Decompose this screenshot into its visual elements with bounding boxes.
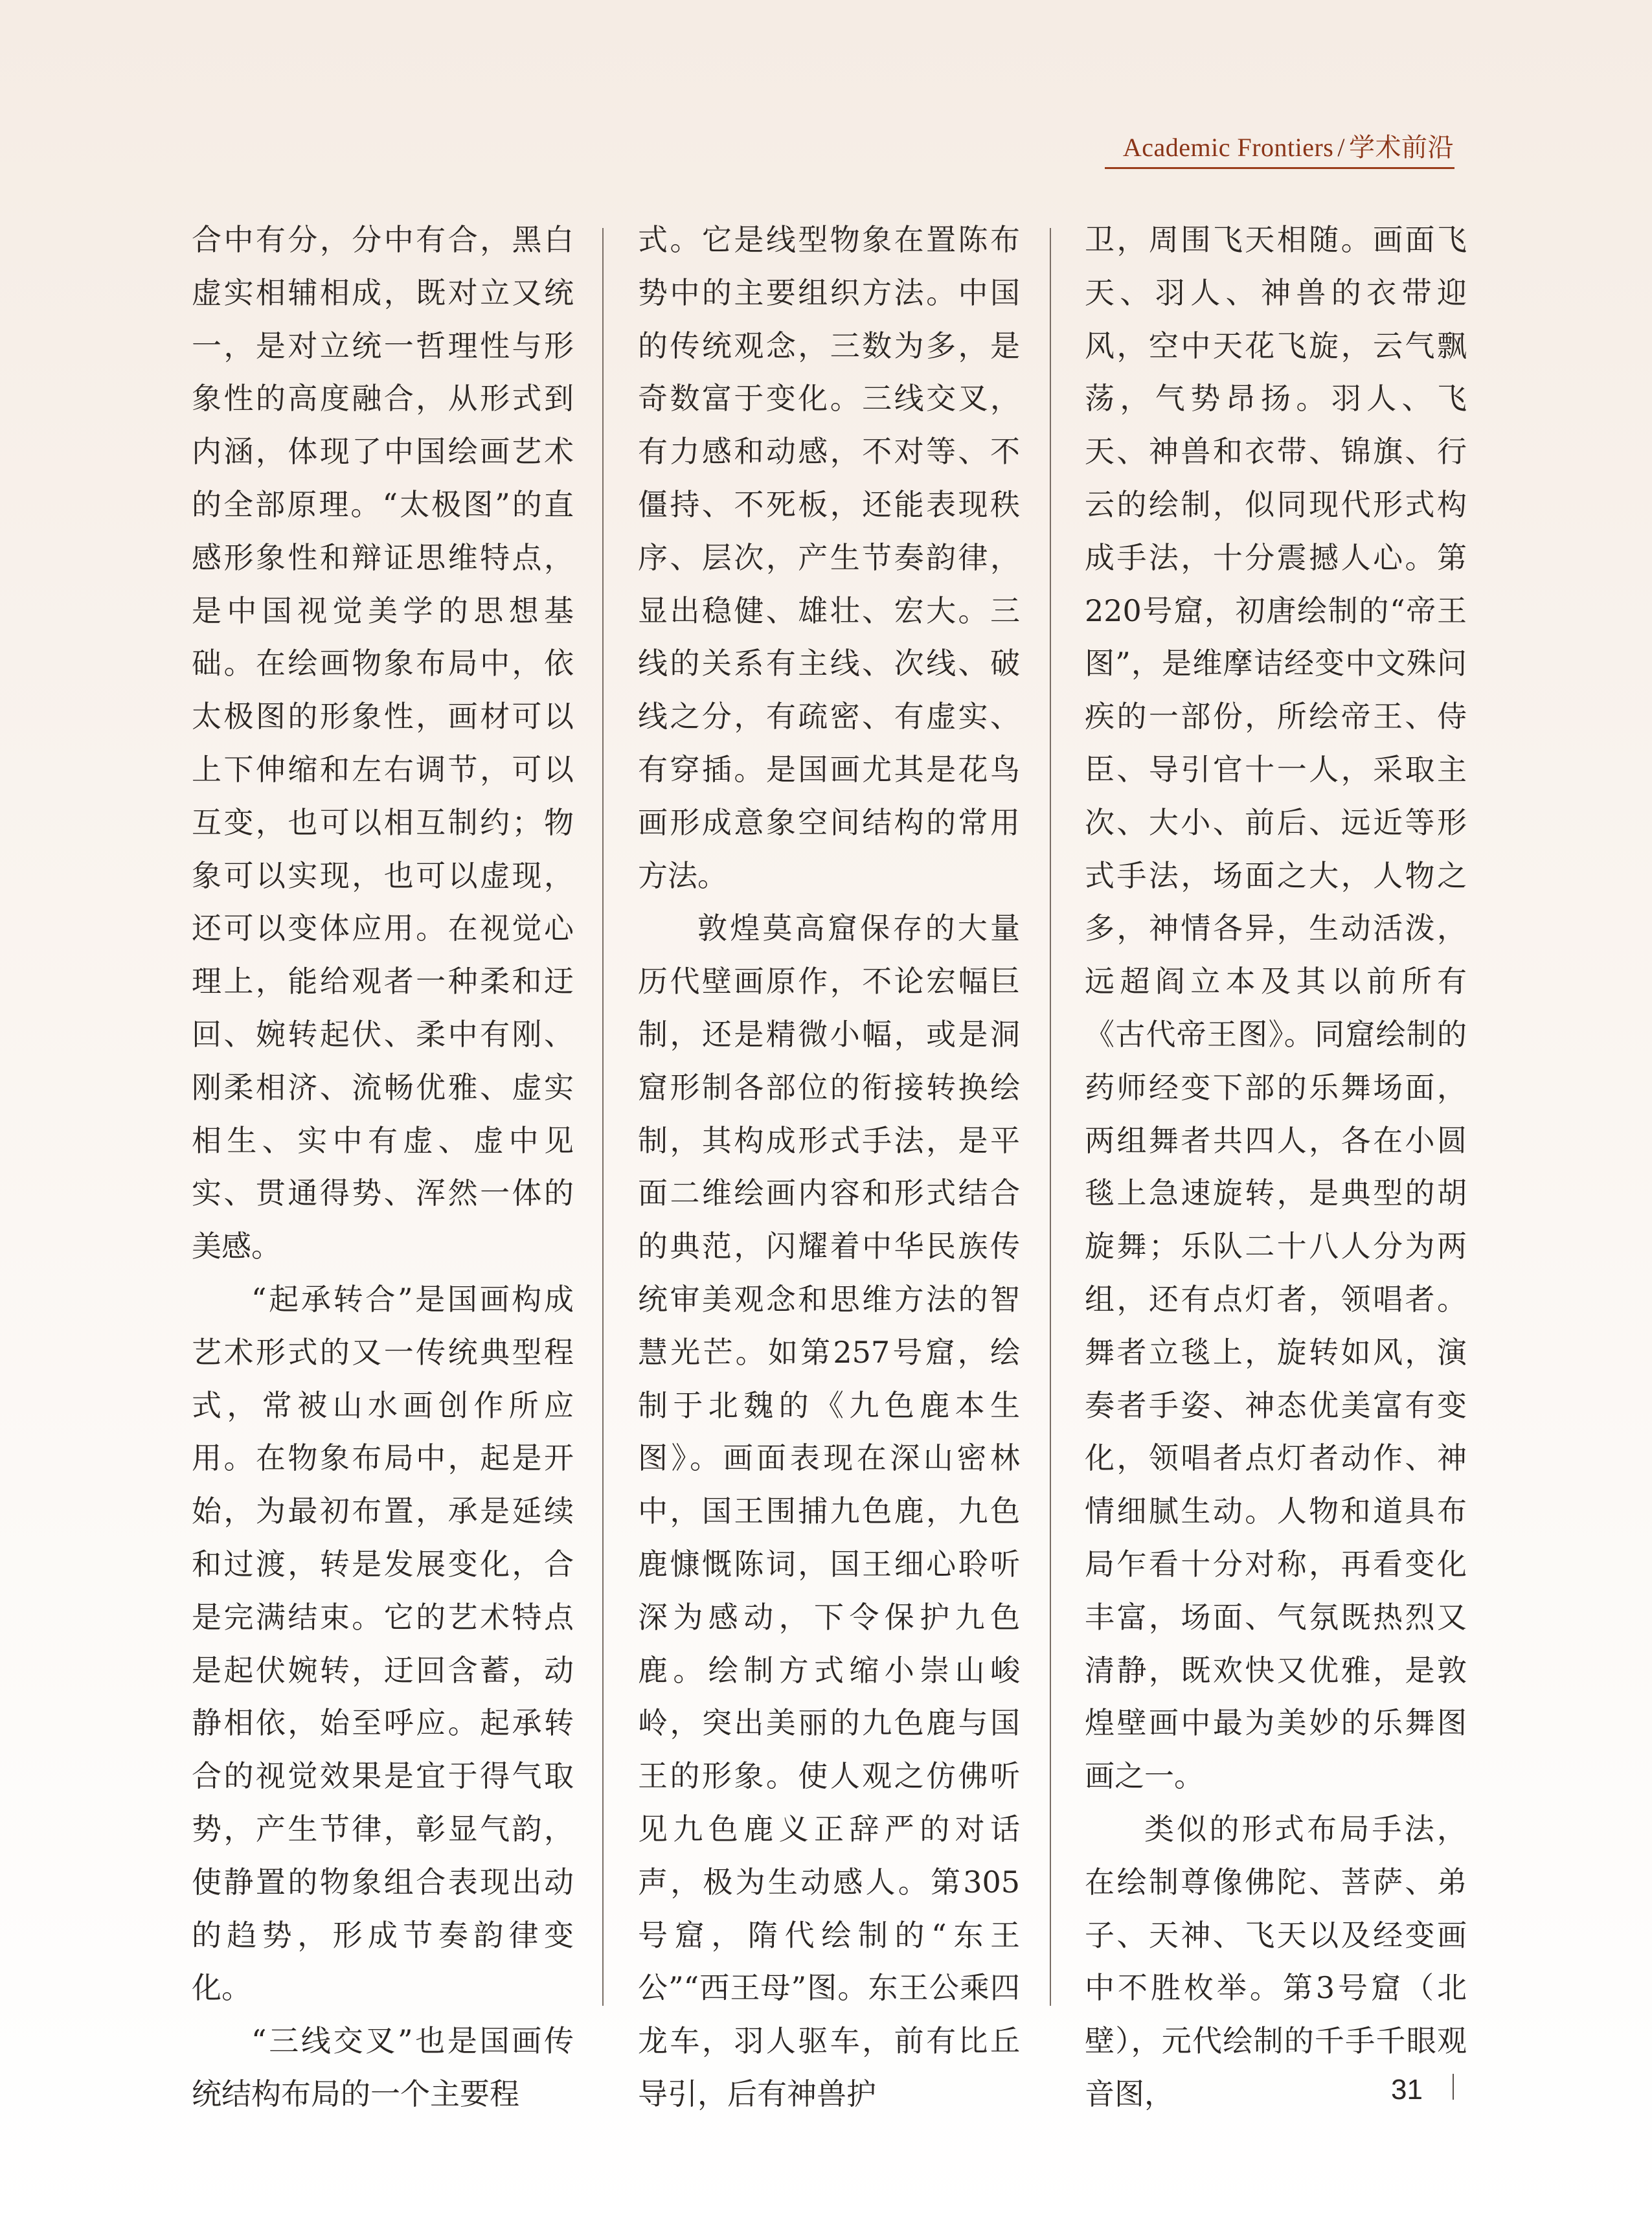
paragraph: “三线交叉”也是国画传统结构布局的一个主要程 [192, 2023, 574, 2111]
paragraph: 合中有分，分中有合，黑白虚实相辅相成，既对立又统一，是对立统一哲理性与形象性的高度融合，从形式到内涵，体现了中国绘画艺术的全部原理。“太极图”的直感形象性和辩证思维特点，是中国视觉美学的思想基础。在绘画物象布局中，依太极图的形象性，画材可以上下伸缩和左右调节，可以互变，也可以相互制约；物象可以实现，也可以虚现，还可以变体应用。在视觉心理上，能给观者一种柔和迂回、婉转起伏、柔中有刚、刚柔相济、流畅优雅、虚实相生、实中有虚、虚中见实、贯通得势、浑然一体的美感。 [192, 222, 574, 1264]
text-column-2 [638, 214, 1020, 2121]
section-title-en: Academic Frontiers [1122, 133, 1334, 162]
paragraph: 卫，周围飞天相随。画面飞天、羽人、神兽的衣带迎风，空中天花飞旋，云气飘荡，气势昂扬。羽人、飞天、神兽和衣带、锦旗、行云的绘制，似同现代形式构成手法，十分震撼人心。第220号窟，初唐绘制的“帝王图”，是维摩诘经变中文殊问疾的一部份，所绘帝王、侍臣、导引官十一人，采取主次、大小、前后、远近等形式手法，场面之大，人物之多，神情各异，生动活泼，远超阎立本及其以前所有《古代帝王图》。同窟绘制的药师经变下部的乐舞场面，两组舞者共四人，各在小圆毯上急速旋转，是典型的胡旋舞；乐队二十八人分为两组，还有点灯者，领唱者。舞者立毯上，旋转如风，演奏者手姿、神态优美富有变化，领唱者点灯者动作、神情细腻生动。人物和道具布局乍看十分对称，再看变化丰富，场面、气氛既热烈又清静，既欢快又优雅，是敦煌壁画中最为美妙的乐舞图画之一。 [1085, 222, 1467, 1794]
page-number: 31 [1391, 2074, 1423, 2106]
paragraph: “起承转合”是国画构成艺术形式的又一传统典型程式，常被山水画创作所应用。在物象布局中，起是开始，为最初布置，承是延续和过渡，转是发展变化，合是完满结束。它的艺术特点是起伏婉转，迂回含蓄，动静相依，始至呼应。起承转合的视觉效果是宜于得气取势，产生节律，彰显气韵，使静置的物象组合表现出动的趋势，形成节奏韵律变化。 [192, 1281, 574, 2006]
text-column-3 [1085, 214, 1467, 2121]
column-divider [602, 228, 604, 2006]
paragraph: 类似的形式布局手法，在绘制尊像佛陀、菩萨、弟子、天神、飞天以及经变画中不胜枚举。第3号窟（北壁），元代绘制的千手千眼观音图， [1085, 1811, 1467, 2111]
page-number-rule [1453, 2074, 1454, 2100]
column-divider [1050, 228, 1051, 2006]
section-separator: / [1337, 133, 1345, 162]
text-column-1 [192, 214, 574, 2121]
paragraph: 敦煌莫高窟保存的大量历代壁画原作，不论宏幅巨制，还是精微小幅，或是洞窟形制各部位的衔接转换绘制，其构成形式手法，是平面二维绘画内容和形式结合的典范，闪耀着中华民族传统审美观念和思维方法的智慧光芒。如第257号窟，绘制于北魏的《九色鹿本生图》。画面表现在深山密林中，国王围捕九色鹿，九色鹿慷慨陈词，国王细心聆听深为感动，下令保护九色鹿。绘制方式缩小崇山峻岭，突出美丽的九色鹿与国王的形象。使人观之仿佛听见九色鹿义正辞严的对话声，极为生动感人。第305号窟，隋代绘制的“东王公”“西王母”图。东王公乘四龙车，羽人驱车，前有比丘导引，后有神兽护 [638, 911, 1020, 2111]
section-title-zh: 学术前沿 [1349, 133, 1454, 162]
running-head [1123, 127, 1454, 164]
paragraph: 式。它是线型物象在置陈布势中的主要组织方法。中国的传统观念，三数为多，是奇数富于变化。三线交叉，有力感和动感，不对等、不僵持、不死板，还能表现秩序、层次，产生节奏韵律，显出稳健、雄壮、宏大。三线的关系有主线、次线、破线之分，有疏密、有虚实、有穿插。是国画尤其是花鸟画形成意象空间结构的常用方法。 [638, 222, 1020, 893]
header-rule [1105, 167, 1454, 169]
